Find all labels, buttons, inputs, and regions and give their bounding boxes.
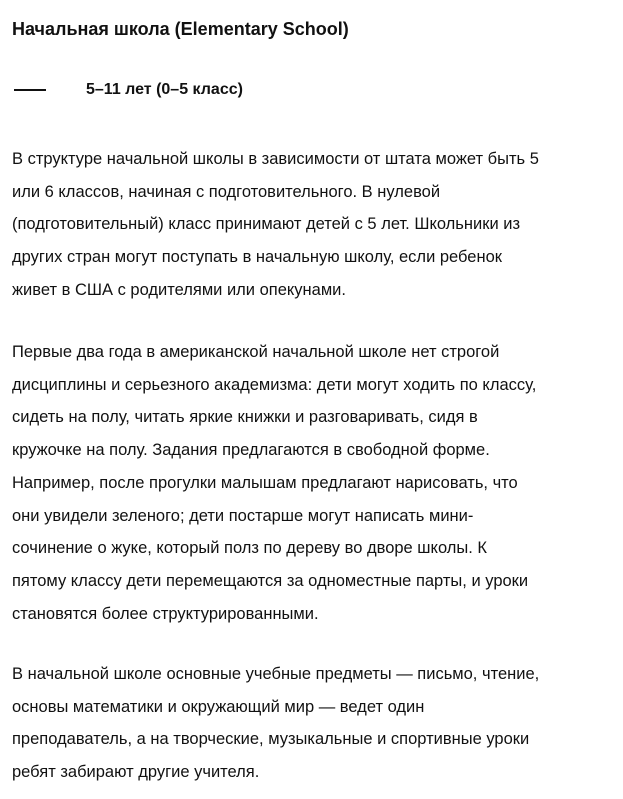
- age-range-label: 5–11 лет (0–5 класс): [86, 81, 243, 98]
- paragraph-line: Например, после прогулки малышам предлагают нарисовать, что: [12, 473, 518, 492]
- paragraph-structure: [12, 143, 612, 307]
- section-title: Начальная школа (Elementary School): [12, 19, 349, 39]
- paragraph-line: В начальной школе основные учебные предметы — письмо, чтение,: [12, 665, 540, 683]
- paragraph-line: преподаватель, а на творческие, музыкальные и спортивные уроки: [12, 730, 530, 749]
- age-range-row: [12, 78, 412, 102]
- paragraph-line: пятому классу дети перемещаются за одноместные парты, и уроки: [12, 571, 529, 590]
- paragraph-line: сочинение о жуке, который полз по дереву во дворе школы. К: [12, 539, 488, 558]
- paragraph-line: становятся более структурированными.: [12, 604, 319, 623]
- paragraph-line: кружочке на полу. Задания предлагаются в свободной форме.: [12, 441, 490, 460]
- paragraph-subjects: [12, 658, 612, 789]
- paragraph-line: живет в США с родителями или опекунами.: [12, 280, 346, 299]
- paragraph-line: сидеть на полу, читать яркие книжки и разговаривать, сидя в: [12, 408, 478, 427]
- paragraph-line: (подготовительный) класс принимают детей с 5 лет. Школьники из: [12, 215, 521, 234]
- paragraph-line: Первые два года в американской начальной школе нет строгой: [12, 343, 500, 361]
- paragraph-line: они увидели зеленого; дети постарше могут написать мини-: [12, 506, 474, 525]
- dash-marker: [14, 89, 46, 91]
- paragraph-first-years: [12, 336, 612, 630]
- paragraph-line: ребят забирают другие учителя.: [12, 763, 260, 782]
- paragraph-line: основы математики и окружающий мир — ведет один: [12, 697, 425, 716]
- paragraph-line: других стран могут поступать в начальную школу, если ребенок: [12, 248, 502, 267]
- paragraph-line: В структуре начальной школы в зависимости от штата может быть 5: [12, 150, 539, 168]
- paragraph-line: или 6 классов, начиная с подготовительного. В нулевой: [12, 182, 441, 201]
- paragraph-line: дисциплины и серьезного академизма: дети могут ходить по классу,: [12, 375, 537, 394]
